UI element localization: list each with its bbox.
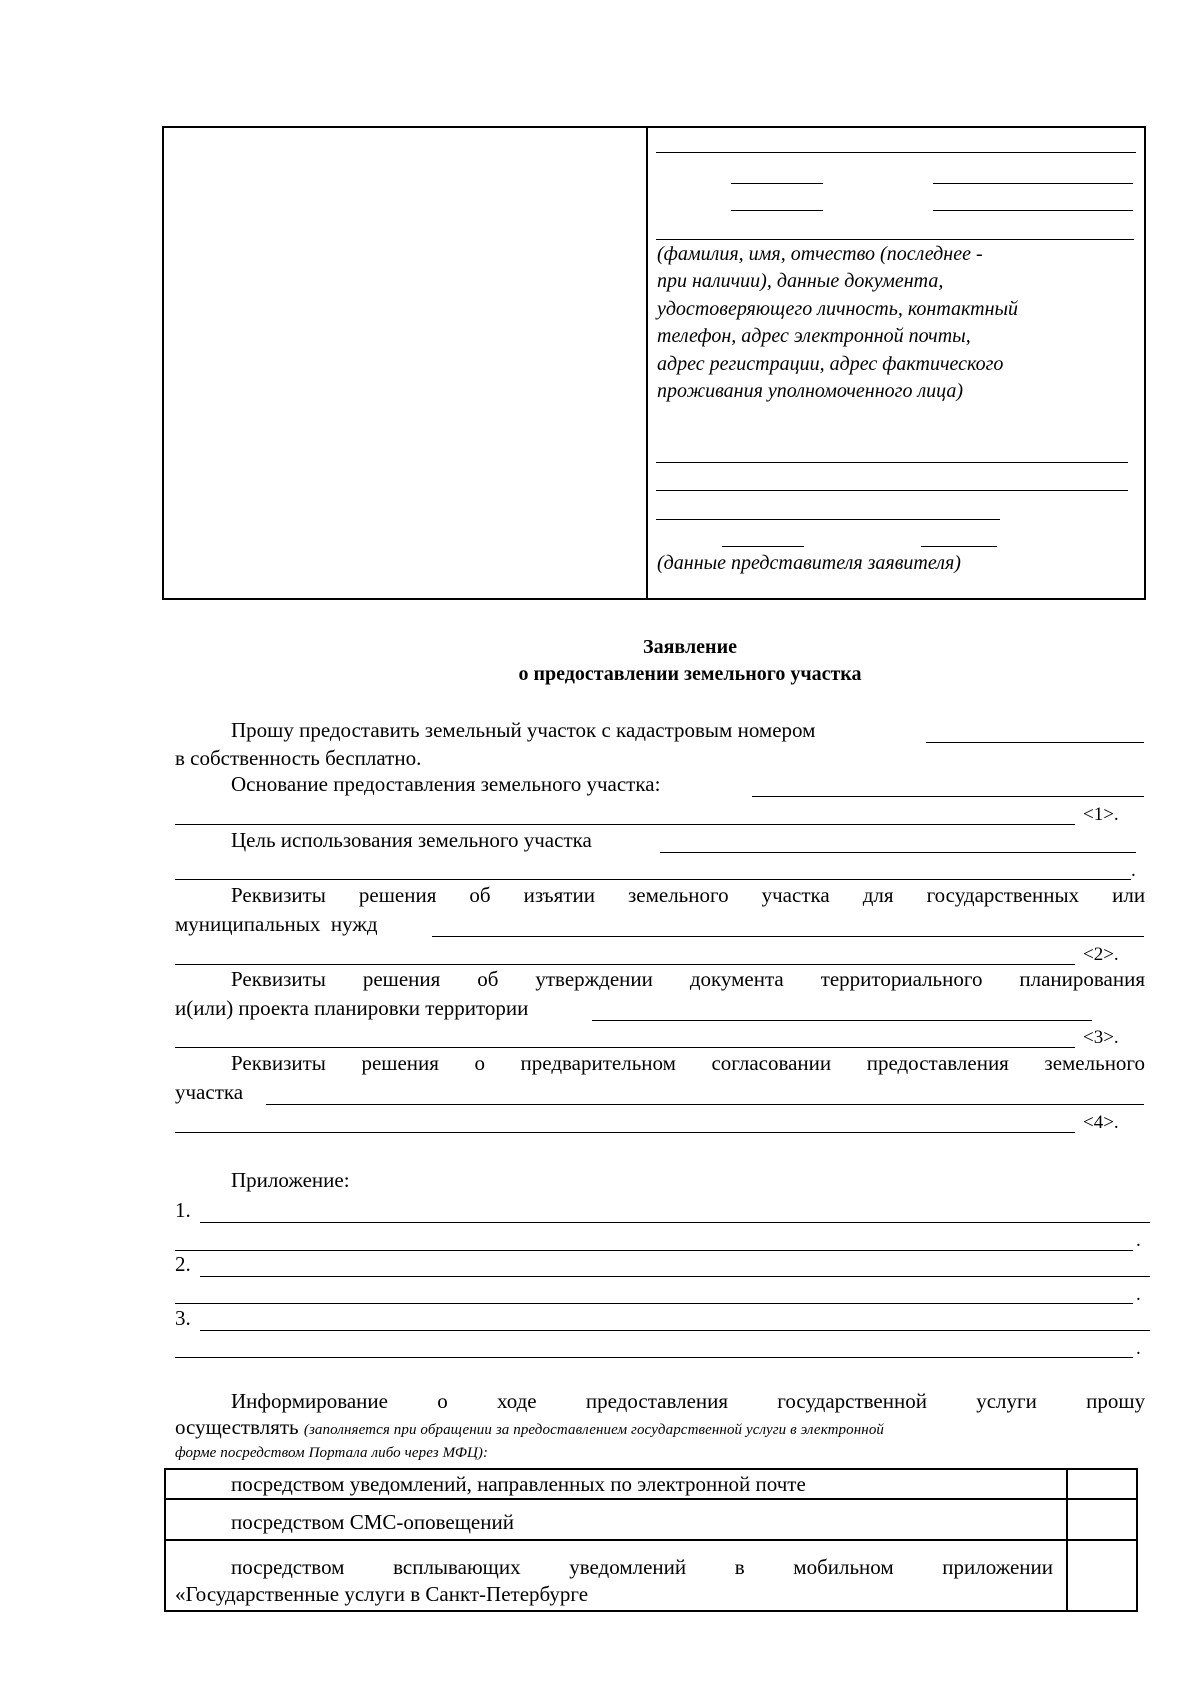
representative-fill-line: [722, 546, 804, 547]
word: Реквизиты: [231, 1051, 326, 1075]
option-mobile-app-checkbox[interactable]: [1068, 1541, 1136, 1610]
word: всплывающих: [393, 1555, 521, 1579]
word: уведомлений: [569, 1555, 687, 1579]
attachment-end: .: [1136, 1284, 1141, 1305]
footnote-ref-1: <1>.: [1083, 804, 1119, 825]
attachment-field: [175, 1303, 1133, 1304]
planning-field: [592, 1020, 1092, 1021]
word: о: [437, 1389, 448, 1413]
word: Реквизиты: [231, 883, 326, 907]
attachment-field: [200, 1276, 1150, 1277]
basis-field: [175, 824, 1075, 825]
prior-approval-field: [266, 1104, 1144, 1105]
option-sms-checkbox[interactable]: [1068, 1500, 1136, 1539]
planning-line: [231, 966, 1145, 992]
representative-caption: (данные представителя заявителя): [657, 552, 961, 574]
word: ходе: [497, 1389, 537, 1413]
word: участка: [761, 883, 830, 907]
applicant-caption-line: проживания уполномоченного лица): [657, 380, 964, 402]
word: согласовании: [711, 1051, 832, 1075]
word: территориального: [820, 967, 983, 991]
option-email: посредством уведомлений, направленных по электронной почте: [231, 1472, 806, 1496]
request-text: Прошу предоставить земельный участок с кадастровым номером: [231, 718, 816, 742]
word: мобильном: [793, 1555, 894, 1579]
document-subtitle: о предоставлении земельного участка: [518, 663, 862, 685]
word: изъятии: [523, 883, 595, 907]
word: решения: [358, 883, 437, 907]
attachment-field: [175, 1357, 1133, 1358]
option-email-checkbox[interactable]: [1068, 1470, 1136, 1498]
applicant-caption-line: удостоверяющего личность, контактный: [657, 298, 1019, 320]
applicant-fill-line: [933, 183, 1133, 184]
word: земельного: [627, 883, 729, 907]
document-title: Заявление: [643, 636, 737, 658]
word: посредством: [231, 1555, 345, 1579]
word: земельного: [1044, 1051, 1146, 1075]
purpose-field: [660, 852, 1136, 853]
seizure-field: [432, 936, 1144, 937]
attachment-end: .: [1136, 1338, 1141, 1359]
word: для: [862, 883, 894, 907]
attachment-field: [175, 1250, 1133, 1251]
attachment-number: 1.: [175, 1198, 191, 1222]
footnote-ref-2: <2>.: [1083, 944, 1119, 965]
applicant-fill-line: [656, 152, 1136, 153]
representative-fill-line: [656, 490, 1128, 491]
applicant-caption-line: телефон, адрес электронной почты,: [657, 325, 971, 347]
representative-fill-line: [921, 546, 997, 547]
word: документа: [689, 967, 784, 991]
word: Реквизиты: [231, 967, 326, 991]
applicant-caption-line: адрес регистрации, адрес фактического: [657, 353, 1004, 375]
table-row-border: [164, 1498, 1138, 1500]
word: решения: [362, 967, 441, 991]
basis-field: [752, 796, 1144, 797]
option-sms: посредством СМС-оповещений: [231, 1510, 514, 1534]
applicant-fill-line: [656, 239, 1134, 240]
attachment-end: .: [1136, 1230, 1141, 1251]
seizure-line: [231, 882, 1145, 908]
footnote-ref-4: <4>.: [1083, 1112, 1119, 1133]
word: утверждении: [535, 967, 653, 991]
header-box-divider: [646, 126, 648, 600]
applicant-fill-line: [731, 210, 823, 211]
option-mobile-app: [231, 1554, 1053, 1580]
planning-line-2: и(или) проекта планировки территории: [175, 996, 529, 1020]
prior-approval-field: [175, 1132, 1075, 1133]
seizure-line-2: муниципальных нужд: [175, 912, 378, 936]
word: предоставления: [585, 1389, 729, 1413]
informing-line: [231, 1388, 1145, 1414]
informing-line-2: [175, 1414, 1145, 1443]
basis-label: Основание предоставления земельного участка:: [231, 772, 661, 796]
word: решения: [361, 1051, 439, 1075]
cadastral-number-field: [926, 742, 1144, 743]
word: о: [474, 1051, 485, 1075]
attachment-field: [200, 1330, 1150, 1331]
planning-field: [175, 1047, 1075, 1048]
attachment-field: [200, 1222, 1150, 1223]
footnote-ref-3: <3>.: [1083, 1027, 1119, 1048]
option-mobile-app-line-2: «Государственные услуги в Санкт-Петербурге: [175, 1582, 589, 1606]
informing-note-cont: форме посредством Портала либо через МФЦ):: [175, 1445, 489, 1461]
request-continuation: в собственность бесплатно.: [175, 746, 422, 770]
attachment-number: 3.: [175, 1306, 191, 1330]
purpose-field: [175, 879, 1131, 880]
word: об: [469, 883, 491, 907]
applicant-caption-line: при наличии), данные документа,: [657, 270, 944, 292]
word: Информирование: [231, 1389, 388, 1413]
representative-fill-line: [656, 462, 1128, 463]
word: об: [477, 967, 499, 991]
word: предоставления: [866, 1051, 1009, 1075]
table-row-border: [164, 1539, 1138, 1541]
word: услуги: [976, 1389, 1037, 1413]
word: в: [734, 1555, 745, 1579]
applicant-fill-line: [933, 210, 1133, 211]
attachment-number: 2.: [175, 1252, 191, 1276]
applicant-caption-line: (фамилия, имя, отчество (последнее -: [657, 243, 983, 265]
informing-note: (заполняется при обращении за предоставлением государственной услуги в электронной: [303, 1422, 885, 1438]
word: предварительном: [520, 1051, 676, 1075]
attachments-label: Приложение:: [231, 1168, 350, 1192]
seizure-field: [175, 964, 1075, 965]
representative-fill-line: [656, 519, 1000, 520]
word: приложении: [942, 1555, 1053, 1579]
word: или: [1112, 883, 1146, 907]
prior-approval-line-2: участка: [175, 1080, 244, 1104]
word: прошу: [1086, 1389, 1146, 1413]
applicant-fill-line: [731, 183, 823, 184]
word: государственных: [926, 883, 1080, 907]
purpose-label: Цель использования земельного участка: [231, 828, 592, 852]
word: планирования: [1019, 967, 1146, 991]
word: государственной: [777, 1389, 927, 1413]
purpose-end: .: [1131, 860, 1136, 881]
prior-approval-line: [231, 1050, 1145, 1076]
informing-lead: осуществлять: [175, 1415, 299, 1439]
